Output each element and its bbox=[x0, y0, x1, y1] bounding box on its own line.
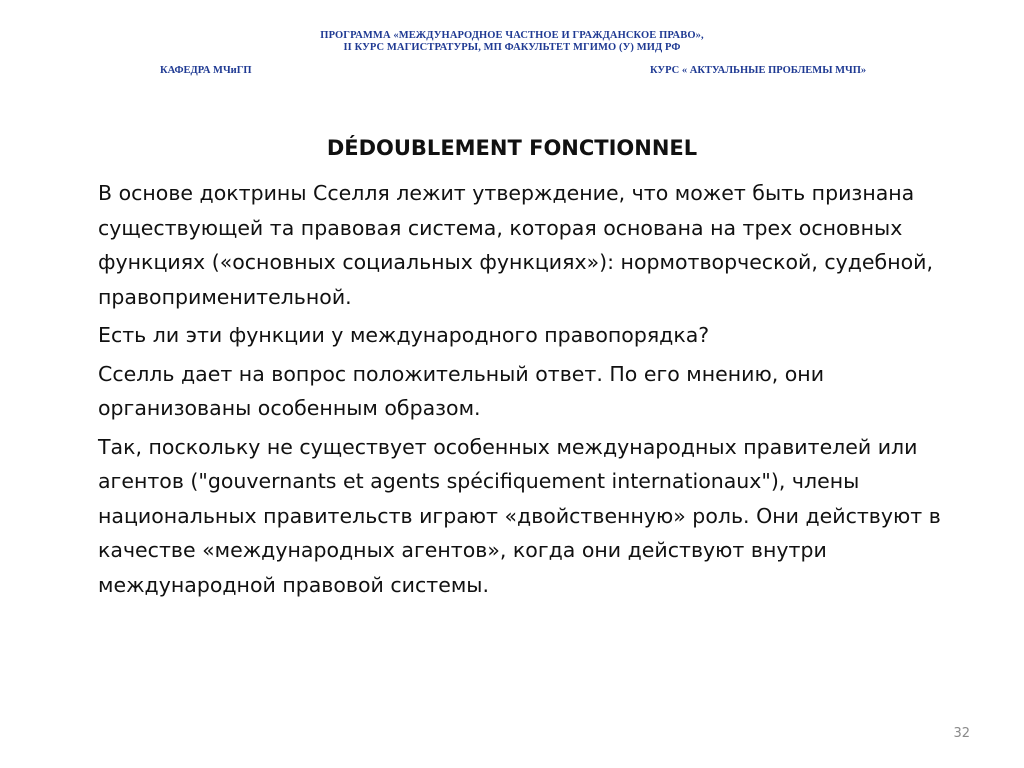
department-label: КАФЕДРА МЧиГП bbox=[160, 65, 252, 76]
paragraph-3: Сселль дает на вопрос положительный ответ. По его мнению, они организованы особенным образом. bbox=[98, 361, 825, 420]
program-header-line-2: II КУРС МАГИСТРАТУРЫ, МП ФАКУЛЬТЕТ МГИМО (У) МИД РФ bbox=[343, 42, 681, 53]
course-label: КУРС « АКТУАЛЬНЫЕ ПРОБЛЕМЫ МЧП» bbox=[650, 65, 867, 76]
slide-number: 32 bbox=[953, 726, 970, 741]
slide-body bbox=[98, 176, 978, 606]
paragraph-4: Так, поскольку не существует особенных международных правителей или агентов ("gouvernants et agents spécifiquement internationaux"), члены национальных правительств играют «двойственную» роль. Они действуют в качестве «международных агентов», когда они действуют внутри международной правовой системы. bbox=[98, 434, 941, 597]
paragraph-1: В основе доктрины Сселля лежит утверждение, что может быть признана существующей та правовая система, которая основана на трех основных функциях («основных социальных функциях»): нормотворческой, судебной, правоприменительной. bbox=[98, 181, 933, 309]
program-header bbox=[0, 30, 1024, 54]
program-header-line-1: ПРОГРАММА «МЕЖДУНАРОДНОЕ ЧАСТНОЕ И ГРАЖДАНСКОЕ ПРАВО», bbox=[320, 30, 704, 41]
slide-title: DÉDOUBLEMENT FONCTIONNEL bbox=[326, 136, 698, 160]
paragraph-2: Есть ли эти функции у международного правопорядка? bbox=[98, 323, 710, 347]
